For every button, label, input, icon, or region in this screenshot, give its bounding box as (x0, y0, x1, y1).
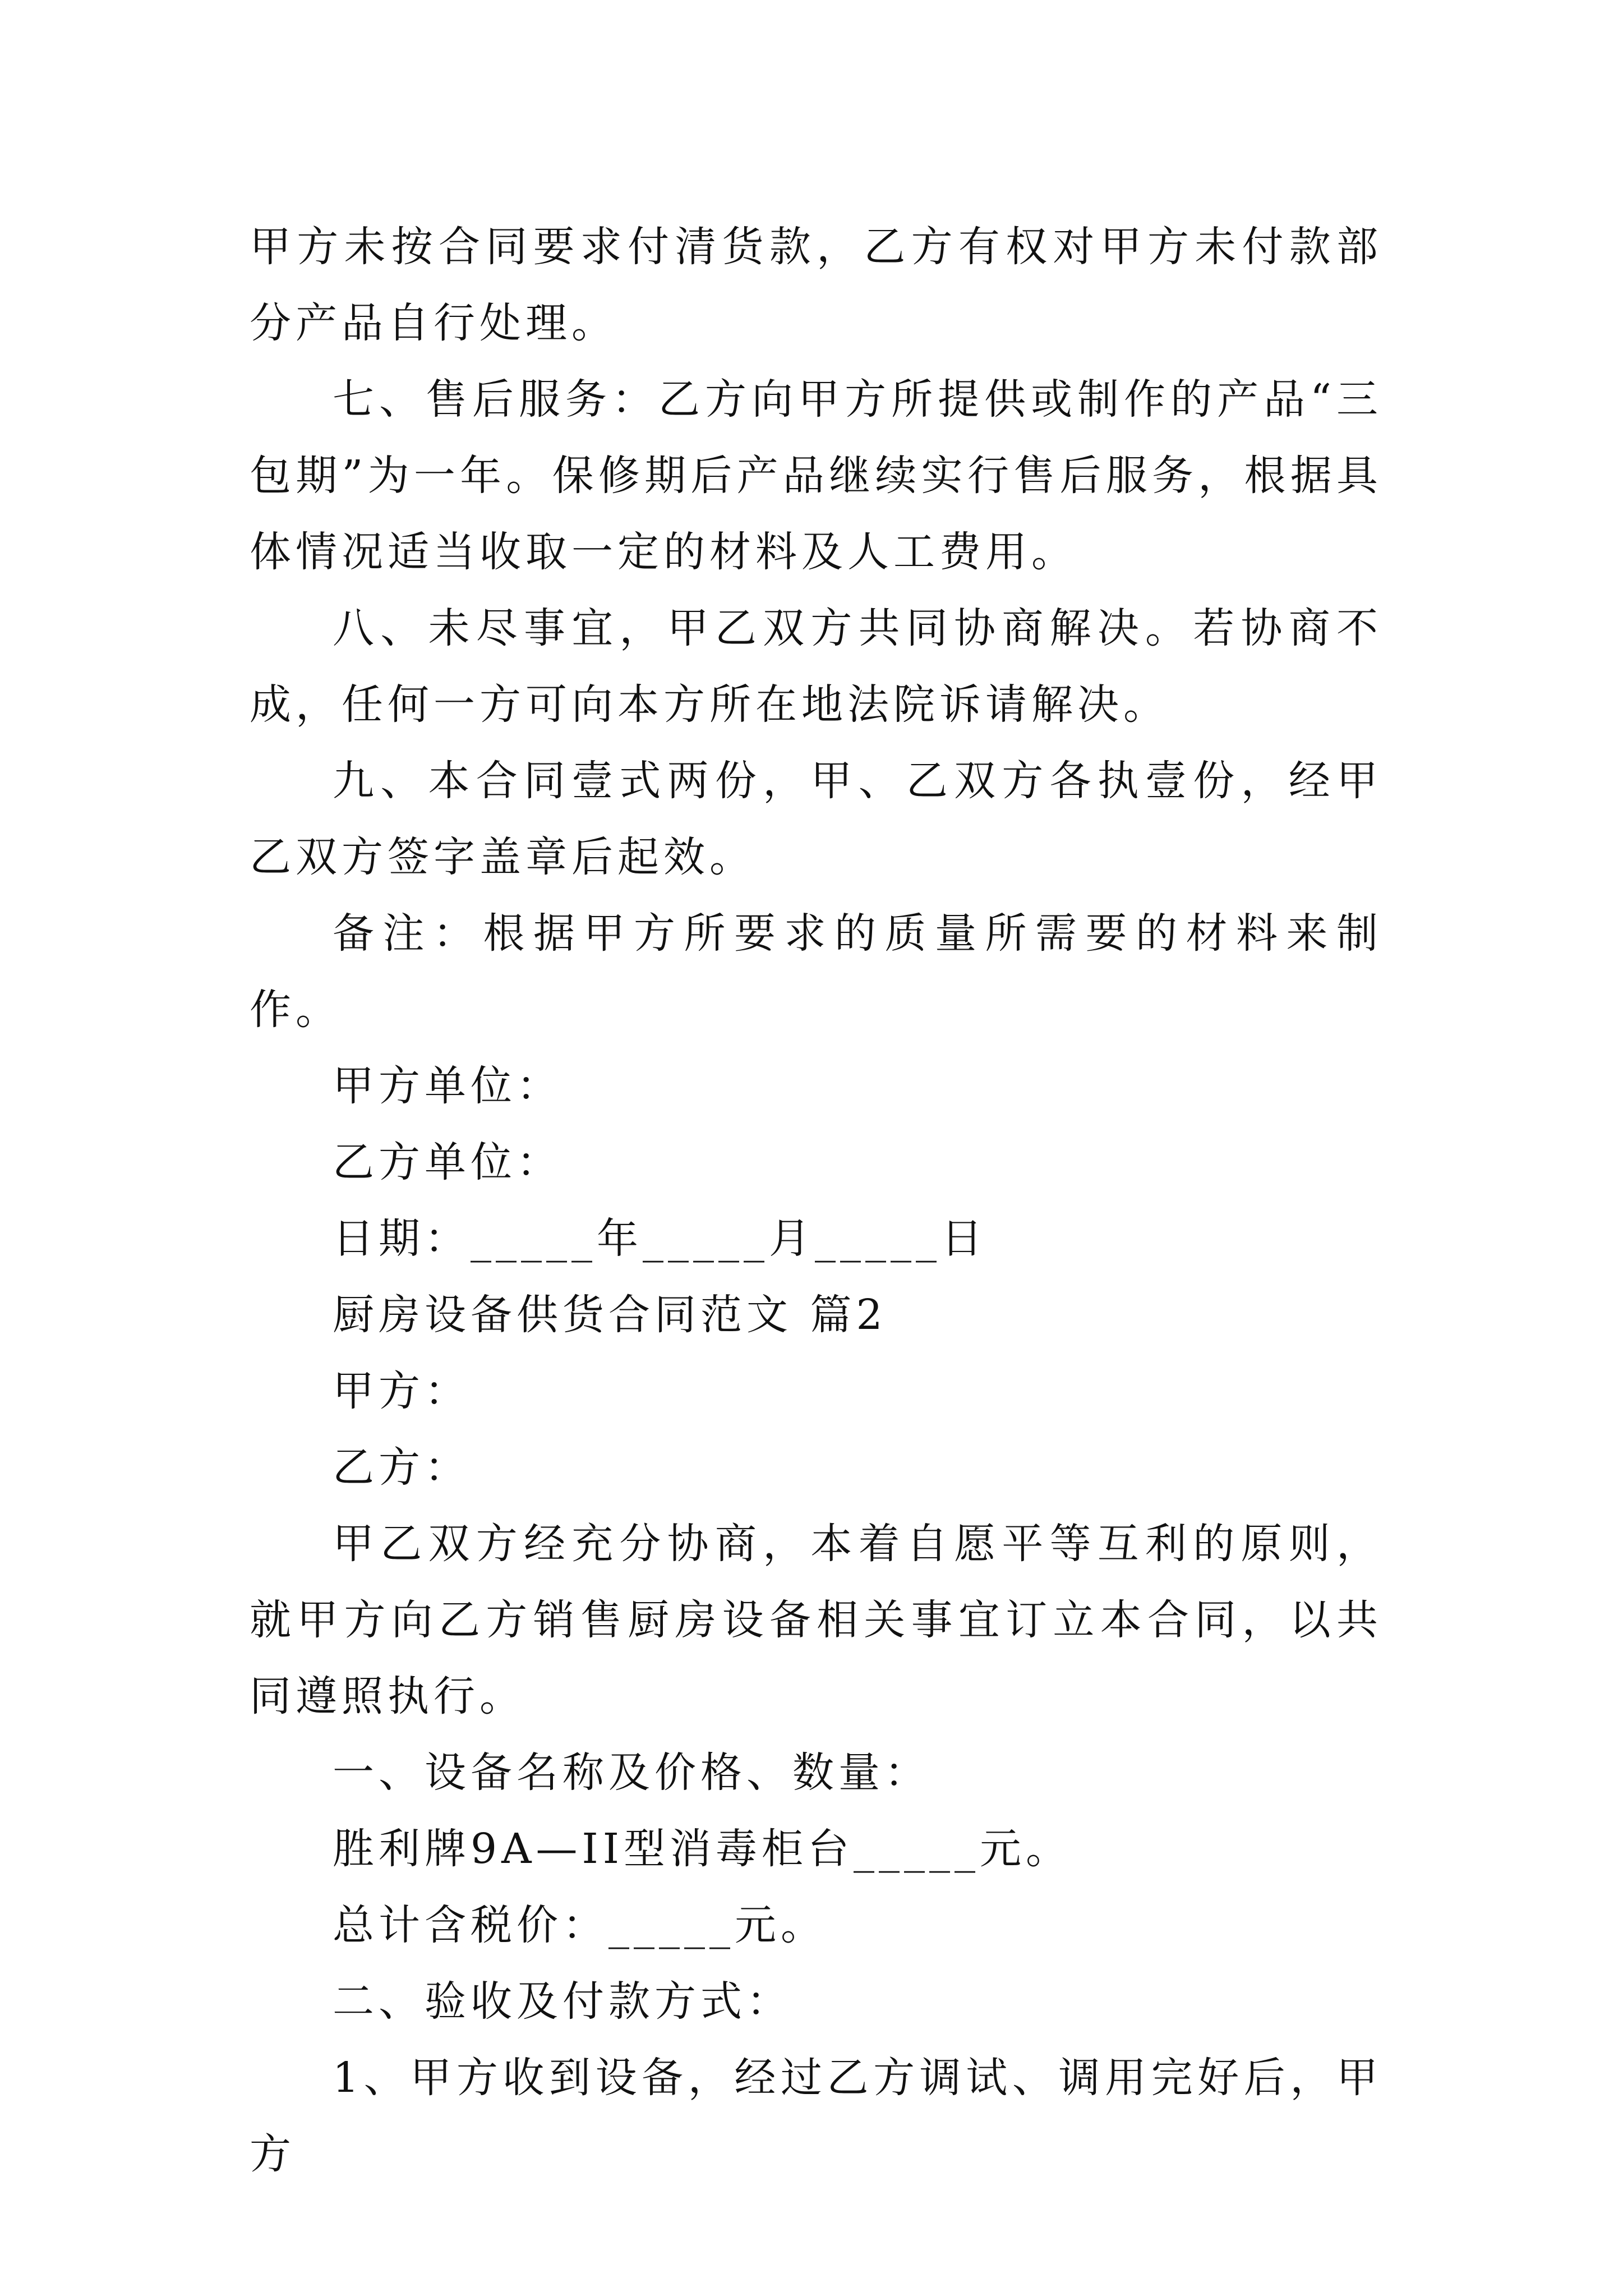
paragraph-unresolved-matters: 八、未尽事宜，甲乙双方共同协商解决。若协商不成，任何一方可向本方所在地法院诉请解决。 (250, 604, 1382, 729)
heading-equipment-name-price: 一、设备名称及价格、数量： (333, 1749, 930, 1797)
paragraph-agreement-intro: 甲乙双方经充分协商，本着自愿平等互利的原则，就甲方向乙方销售厨房设备相关事宜订立本合同，以共同遵照执行。 (250, 1520, 1382, 1720)
document-body (250, 209, 1382, 2192)
party-b-line: 乙方： (333, 1443, 471, 1492)
paragraph-after-sales-service: 七、售后服务：乙方向甲方所提供或制作的产品“三包期”为一年。保修期后产品继续实行售后服务，根据具体情况适当收取一定的材料及人工费用。 (250, 375, 1382, 576)
paragraph-payment-clause: 甲方未按合同要求付清货款，乙方有权对甲方未付款部分产品自行处理。 (250, 223, 1382, 347)
party-a-unit-line: 甲方单位： (333, 1062, 562, 1110)
paragraph-acceptance-clause-1: 1、甲方收到设备，经过乙方调试、调用完好后，甲方 (250, 2054, 1382, 2178)
paragraph-contract-copies: 九、本合同壹式两份，甲、乙双方各执壹份，经甲乙双方签字盖章后起效。 (250, 757, 1382, 881)
date-line: 日期：_____年_____月_____日 (333, 1214, 987, 1263)
section-title-part-2: 厨房设备供货合同范文 篇2 (333, 1291, 887, 1339)
party-a-line: 甲方： (333, 1367, 471, 1415)
party-b-unit-line: 乙方单位： (333, 1138, 562, 1186)
total-price-line: 总计含税价：_____元。 (333, 1901, 827, 1949)
paragraph-remarks: 备注：根据甲方所要求的质量所需要的材料来制作。 (250, 909, 1382, 1034)
heading-acceptance-payment: 二、验收及付款方式： (333, 1977, 792, 2026)
equipment-item-line: 胜利牌9A—II型消毒柜台_____元。 (333, 1825, 1072, 1873)
